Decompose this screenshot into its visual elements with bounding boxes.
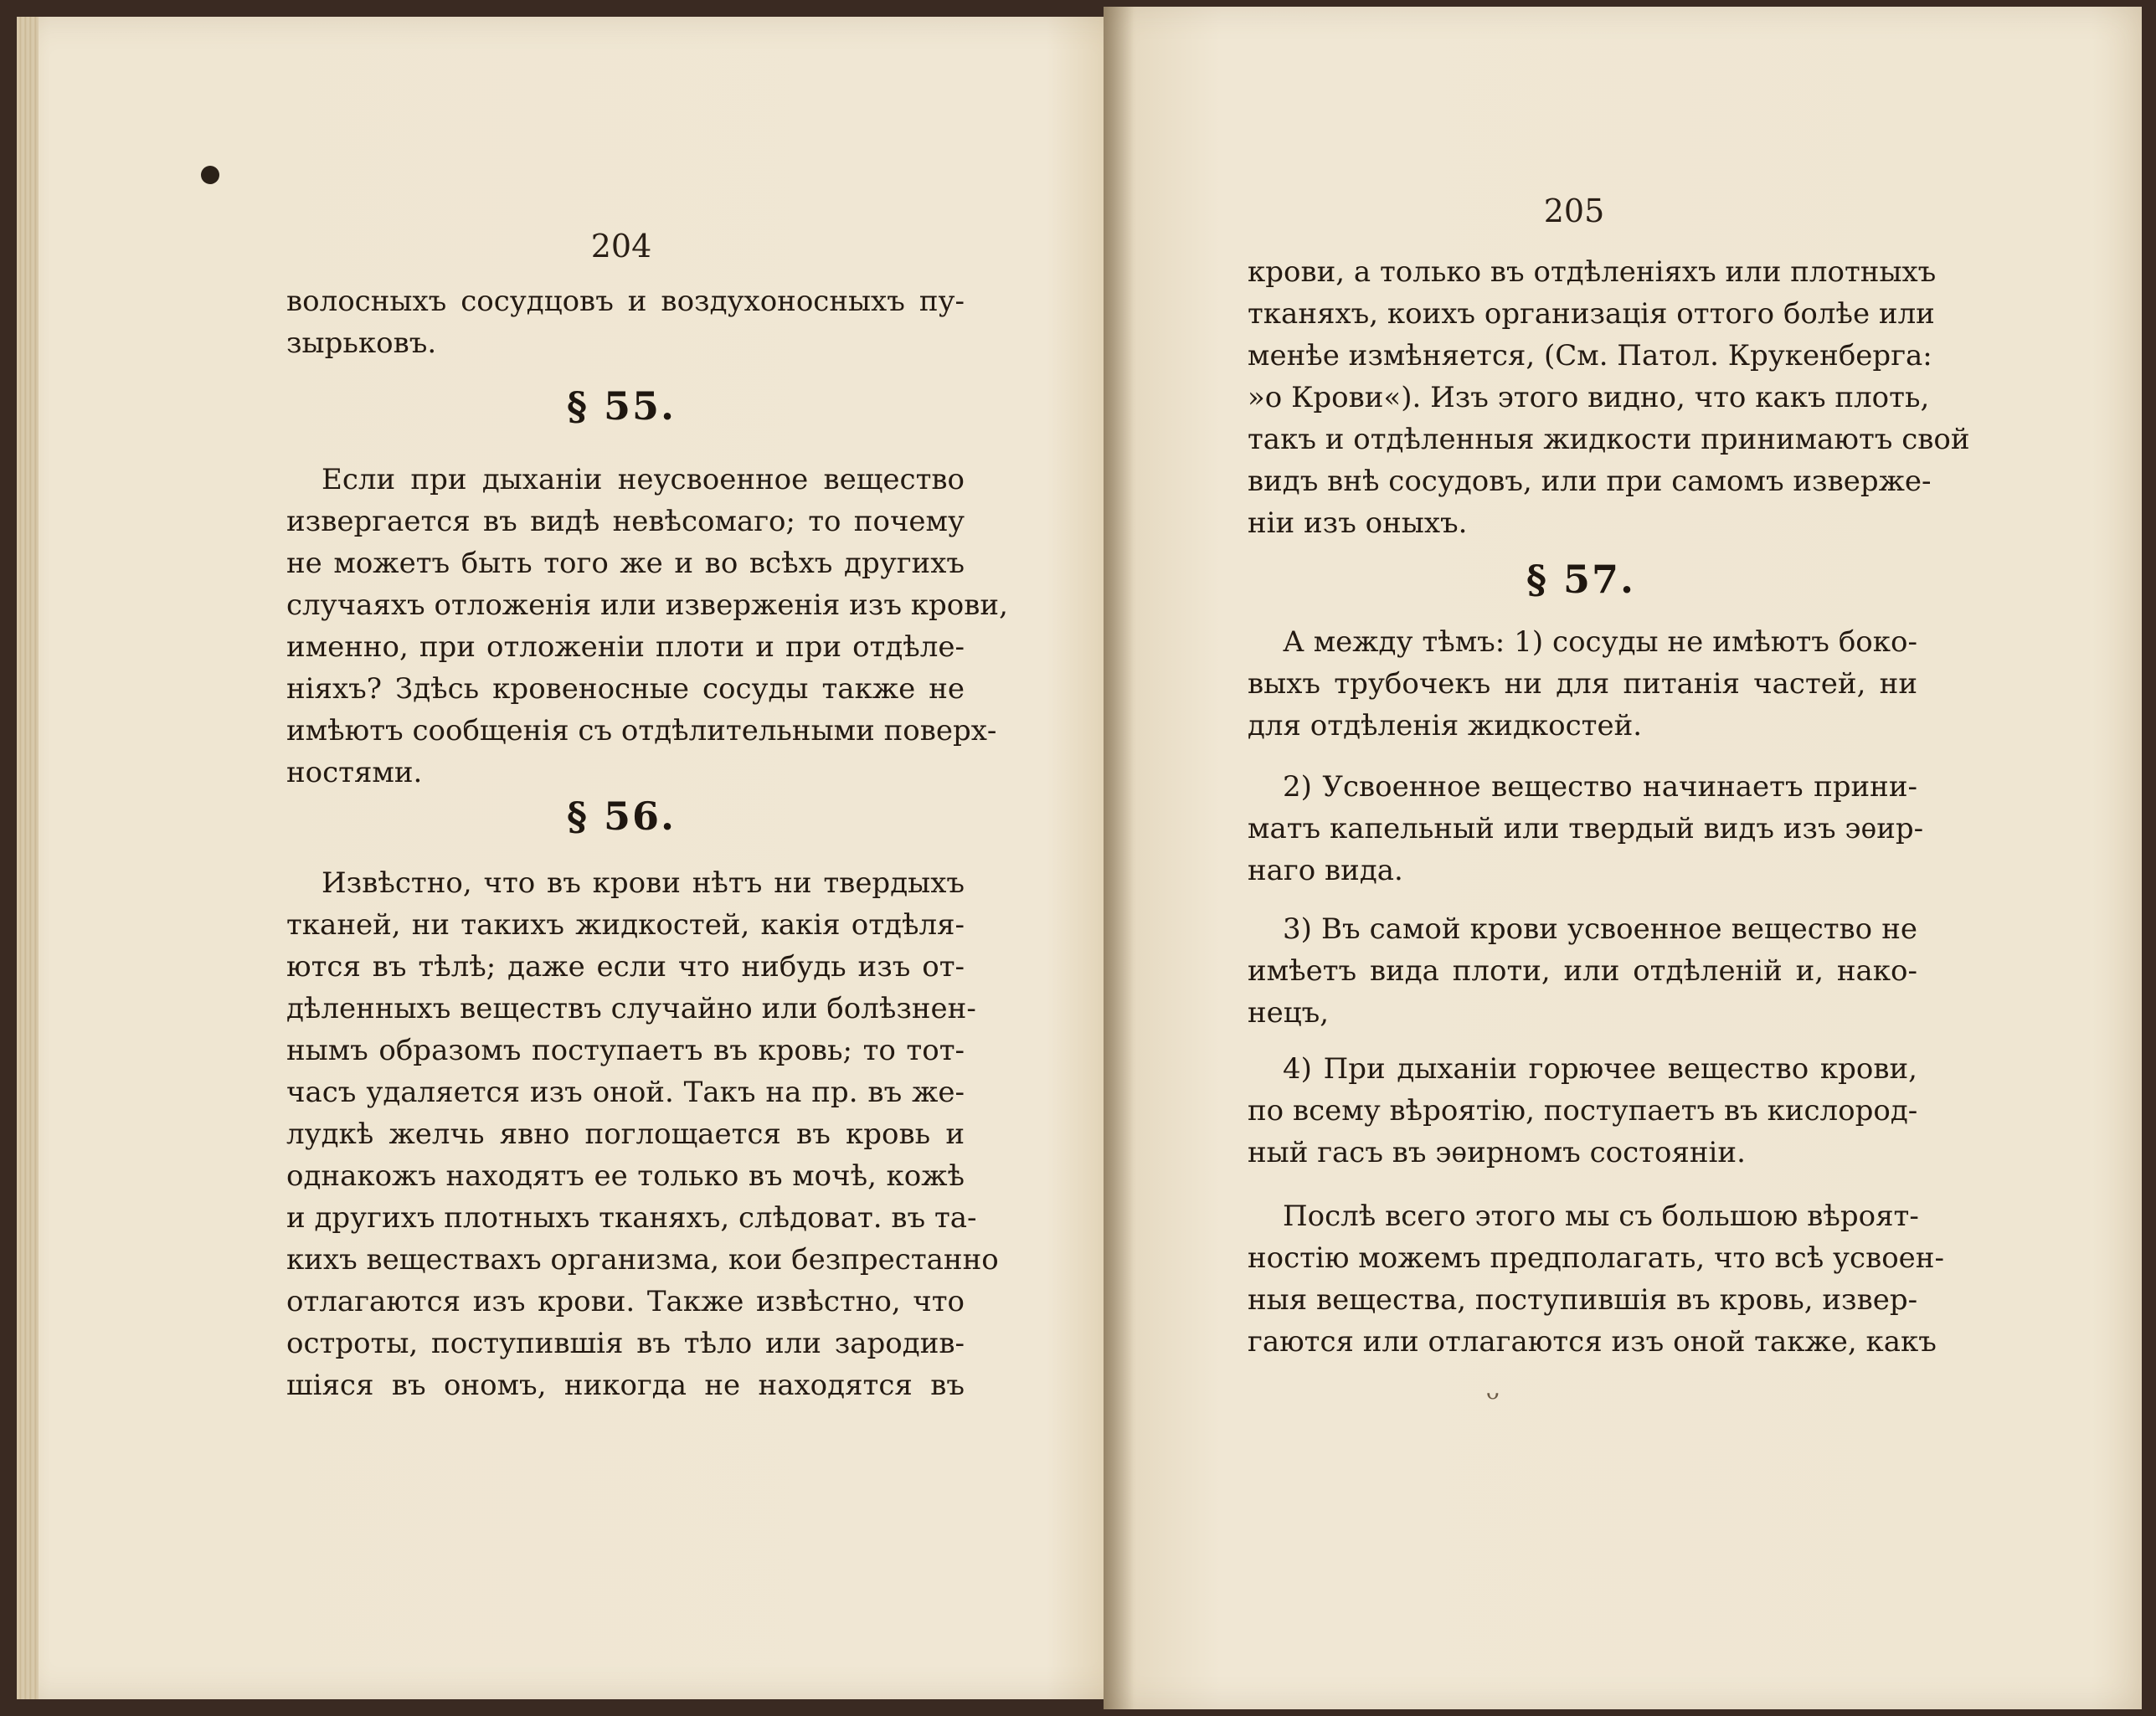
section-heading-57: § 57. <box>1526 557 1636 602</box>
section-57-para-5 <box>1248 1195 1944 1363</box>
text-line: часъ удаляется изъ оной. Такъ на пр. въ же- <box>286 1076 965 1109</box>
text-line: по всему вѣроятію, поступаетъ въ кислород- <box>1248 1094 1918 1128</box>
text-line: крови, а только въ отдѣленіяхъ или плотныхъ <box>1248 255 1937 289</box>
text-line: тканей, ни такихъ жидкостей, какія отдѣля- <box>286 908 965 942</box>
left-page <box>17 17 1130 1699</box>
text-line: волосныхъ сосудцовъ и воздухоносныхъ пу- <box>286 285 965 318</box>
book-gutter <box>1104 7 1134 1709</box>
text-line: зырьковъ. <box>286 326 437 360</box>
text-line: наго вида. <box>1248 854 1403 887</box>
text-line: выхъ трубочекъ ни для питанія частей, ни <box>1248 667 1917 701</box>
text-line: лудкѣ желчь явно поглощается въ кровь и <box>286 1117 965 1151</box>
text-line: ніяхъ? Здѣсь кровеносные сосуды также не <box>286 672 965 706</box>
text-line: для отдѣленія жидкостей. <box>1248 709 1643 742</box>
text-line: ностями. <box>286 756 423 789</box>
text-line: видъ внѣ сосудовъ, или при самомъ изверже- <box>1248 465 1932 498</box>
text-line: Извѣстно, что въ крови нѣтъ ни твердыхъ <box>322 866 965 900</box>
section-heading-56: § 56. <box>566 794 677 839</box>
text-line: »о Крови«). Изъ этого видно, что какъ плоть, <box>1248 381 1930 414</box>
text-line: тканяхъ, коихъ организація оттого болѣе или <box>1248 297 1935 331</box>
text-line: менѣе измѣняется, (См. Патол. Крукенберга: <box>1248 339 1932 372</box>
text-line: дѣленныхъ веществъ случайно или болѣзнен- <box>286 992 976 1025</box>
text-line: ніи изъ оныхъ. <box>1248 506 1468 540</box>
text-line: нымъ образомъ поступаетъ въ кровь; то тот- <box>286 1034 965 1067</box>
text-line: ются въ тѣлѣ; даже если что нибудь изъ от- <box>286 950 965 984</box>
text-line: 4) При дыханіи горючее вещество крови, <box>1283 1052 1917 1086</box>
signature-mark: ᴗ <box>1486 1379 1500 1405</box>
right-continuation <box>1248 251 1970 544</box>
section-56-body <box>286 862 999 1406</box>
text-line: нецъ, <box>1248 996 1330 1030</box>
text-line: ный гасъ въ эѳирномъ состояніи. <box>1248 1136 1746 1169</box>
text-line: шіяся въ ономъ, никогда не находятся въ <box>286 1369 965 1402</box>
text-line: Послѣ всего этого мы съ большою вѣроят- <box>1283 1200 1919 1233</box>
section-57-para-1 <box>1248 621 1917 747</box>
text-line: ныя вещества, поступившія въ кровь, извер- <box>1248 1283 1918 1317</box>
text-line: случаяхъ отложенія или изверженія изъ крови, <box>286 588 1008 622</box>
text-line: такъ и отдѣленныя жидкости принимаютъ свой <box>1248 423 1970 456</box>
text-line: и другихъ плотныхъ тканяхъ, слѣдоват. въ та- <box>286 1201 977 1235</box>
left-continuation <box>286 280 965 364</box>
ink-spot <box>201 166 219 184</box>
text-line: именно, при отложеніи плоти и при отдѣле- <box>286 630 965 664</box>
page-edges <box>17 17 39 1699</box>
text-line: не можетъ быть того же и во всѣхъ другихъ <box>286 547 965 580</box>
text-line: Если при дыханіи неусвоенное вещество <box>322 463 965 496</box>
text-line: имѣетъ вида плоти, или отдѣленій и, нако- <box>1248 954 1917 988</box>
text-line: остроты, поступившія въ тѣло или зародив- <box>286 1327 965 1360</box>
text-line: кихъ веществахъ организма, кои безпрестанно <box>286 1243 999 1277</box>
section-57-para-3 <box>1248 908 1917 1034</box>
section-heading-55: § 55. <box>566 383 677 429</box>
text-line: 2) Усвоенное вещество начинаетъ прини- <box>1283 770 1917 804</box>
text-line: гаются или отлагаются изъ оной также, какъ <box>1248 1325 1937 1359</box>
text-line: имѣютъ сообщенія съ отдѣлительными поверх- <box>286 714 997 748</box>
text-line: однакожъ находятъ ее только въ мочѣ, кожѣ <box>286 1159 965 1193</box>
section-57-para-4 <box>1248 1048 1917 1174</box>
text-line: 3) Въ самой крови усвоенное вещество не <box>1283 912 1917 946</box>
text-line: отлагаются изъ крови. Также извѣстно, что <box>286 1285 965 1318</box>
section-57-para-2 <box>1248 766 1924 891</box>
text-line: матъ капельный или твердый видъ изъ эѳир- <box>1248 812 1924 845</box>
text-line: ностію можемъ предполагать, что всѣ усвоен- <box>1248 1241 1944 1275</box>
section-55-body <box>286 459 1008 794</box>
text-line: извергается въ видѣ невѣсомаго; то почему <box>286 505 965 538</box>
left-page-number: 204 <box>590 228 652 265</box>
right-page-number: 205 <box>1543 193 1605 229</box>
text-line: А между тѣмъ: 1) сосуды не имѣютъ боко- <box>1283 625 1917 659</box>
